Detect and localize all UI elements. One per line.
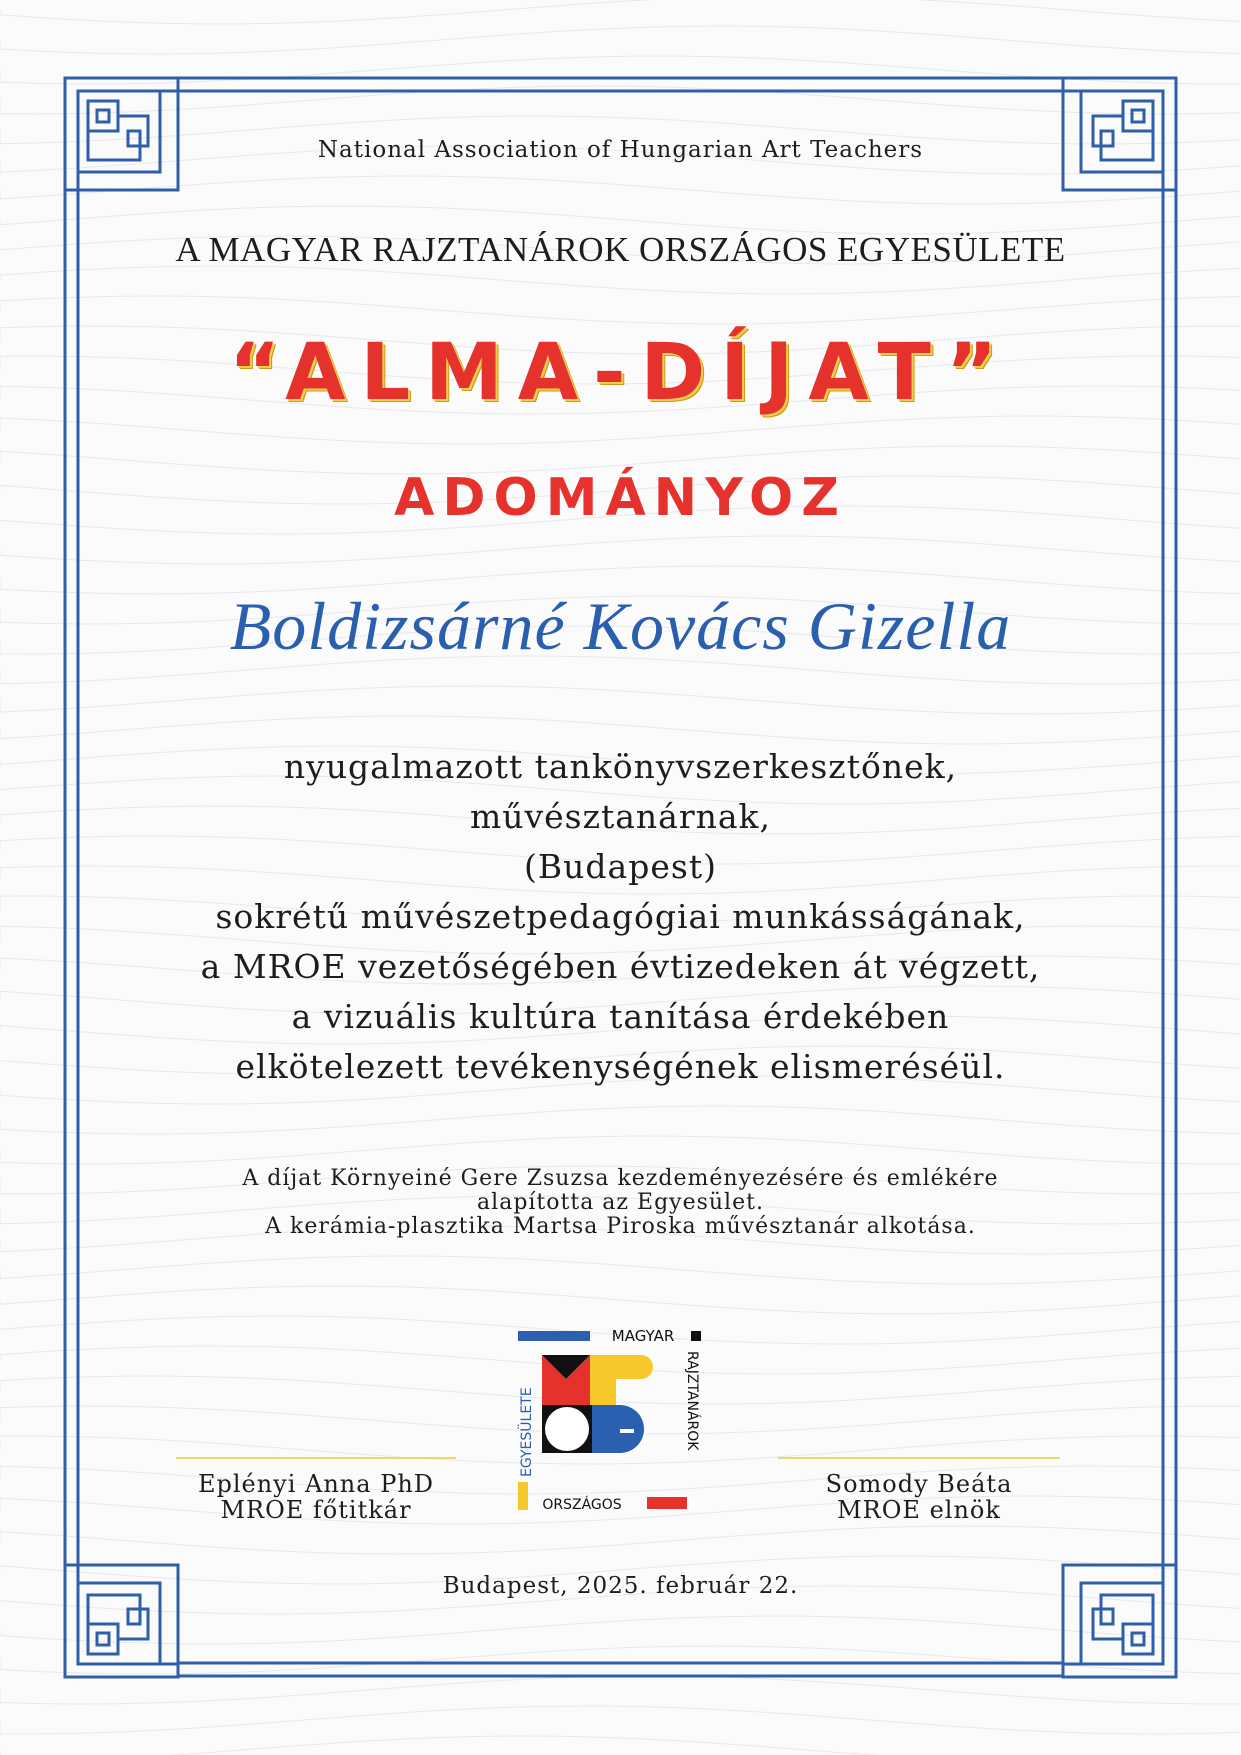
logo-word-right: RAJZTANÁROK	[684, 1351, 700, 1451]
citation-line: a MROE vezetőségében évtizedeken át végzett,	[200, 947, 1041, 986]
organization-name-hungarian: A MAGYAR RAJZTANÁROK ORSZÁGOS EGYESÜLETE	[175, 230, 1066, 269]
signatory-title: MROE főtitkár	[220, 1496, 412, 1524]
award-note	[0, 1167, 1241, 1239]
logo-word-top: MAGYAR	[611, 1327, 675, 1345]
award-verb: ADOMÁNYOZ	[394, 468, 847, 528]
recipient-name: Boldizsárné Kovács Gizella	[229, 588, 1012, 664]
citation-line: a vizuális kultúra tanítása érdekében	[291, 997, 950, 1036]
signature-line	[778, 1457, 1060, 1459]
citation-line: elkötelezett tevékenységének elismeréséül.	[235, 1047, 1006, 1086]
signatory-title: MROE elnök	[837, 1496, 1001, 1524]
signature-block-left	[176, 1457, 456, 1523]
corner-ornament-top-right	[1063, 78, 1176, 190]
corner-ornament-top-left	[65, 78, 178, 190]
citation-line: sokrétű művészetpedagógiai munkásságának,	[215, 897, 1026, 936]
place-and-date: Budapest, 2025. február 22.	[442, 1573, 799, 1599]
citation-line: nyugalmazott tankönyvszerkesztőnek,	[283, 747, 958, 786]
signature-line	[176, 1457, 456, 1459]
signatory-name: Somody Beáta	[825, 1470, 1013, 1498]
citation-line: művésztanárnak,	[469, 797, 772, 836]
note-line: alapította az Egyesület.	[477, 1190, 764, 1215]
citation-line: (Budapest)	[524, 847, 717, 886]
organization-name-english: National Association of Hungarian Art Teachers	[317, 137, 924, 163]
award-title: “ALMA-DÍJAT”	[228, 328, 1013, 418]
signature-block-right	[778, 1457, 1060, 1523]
citation-text	[0, 742, 1241, 1092]
note-line: A kerámia-plasztika Martsa Piroska művésztanár alkotása.	[265, 1214, 976, 1239]
signatory-name: Eplényi Anna PhD	[197, 1470, 435, 1498]
logo-word-bottom: ORSZÁGOS	[542, 1497, 622, 1513]
note-line: A díjat Környeiné Gere Zsuzsa kezdeményezésére és emlékére	[242, 1166, 999, 1191]
mroe-logo	[510, 1325, 710, 1525]
logo-word-left: EGYESÜLETE	[519, 1387, 535, 1477]
